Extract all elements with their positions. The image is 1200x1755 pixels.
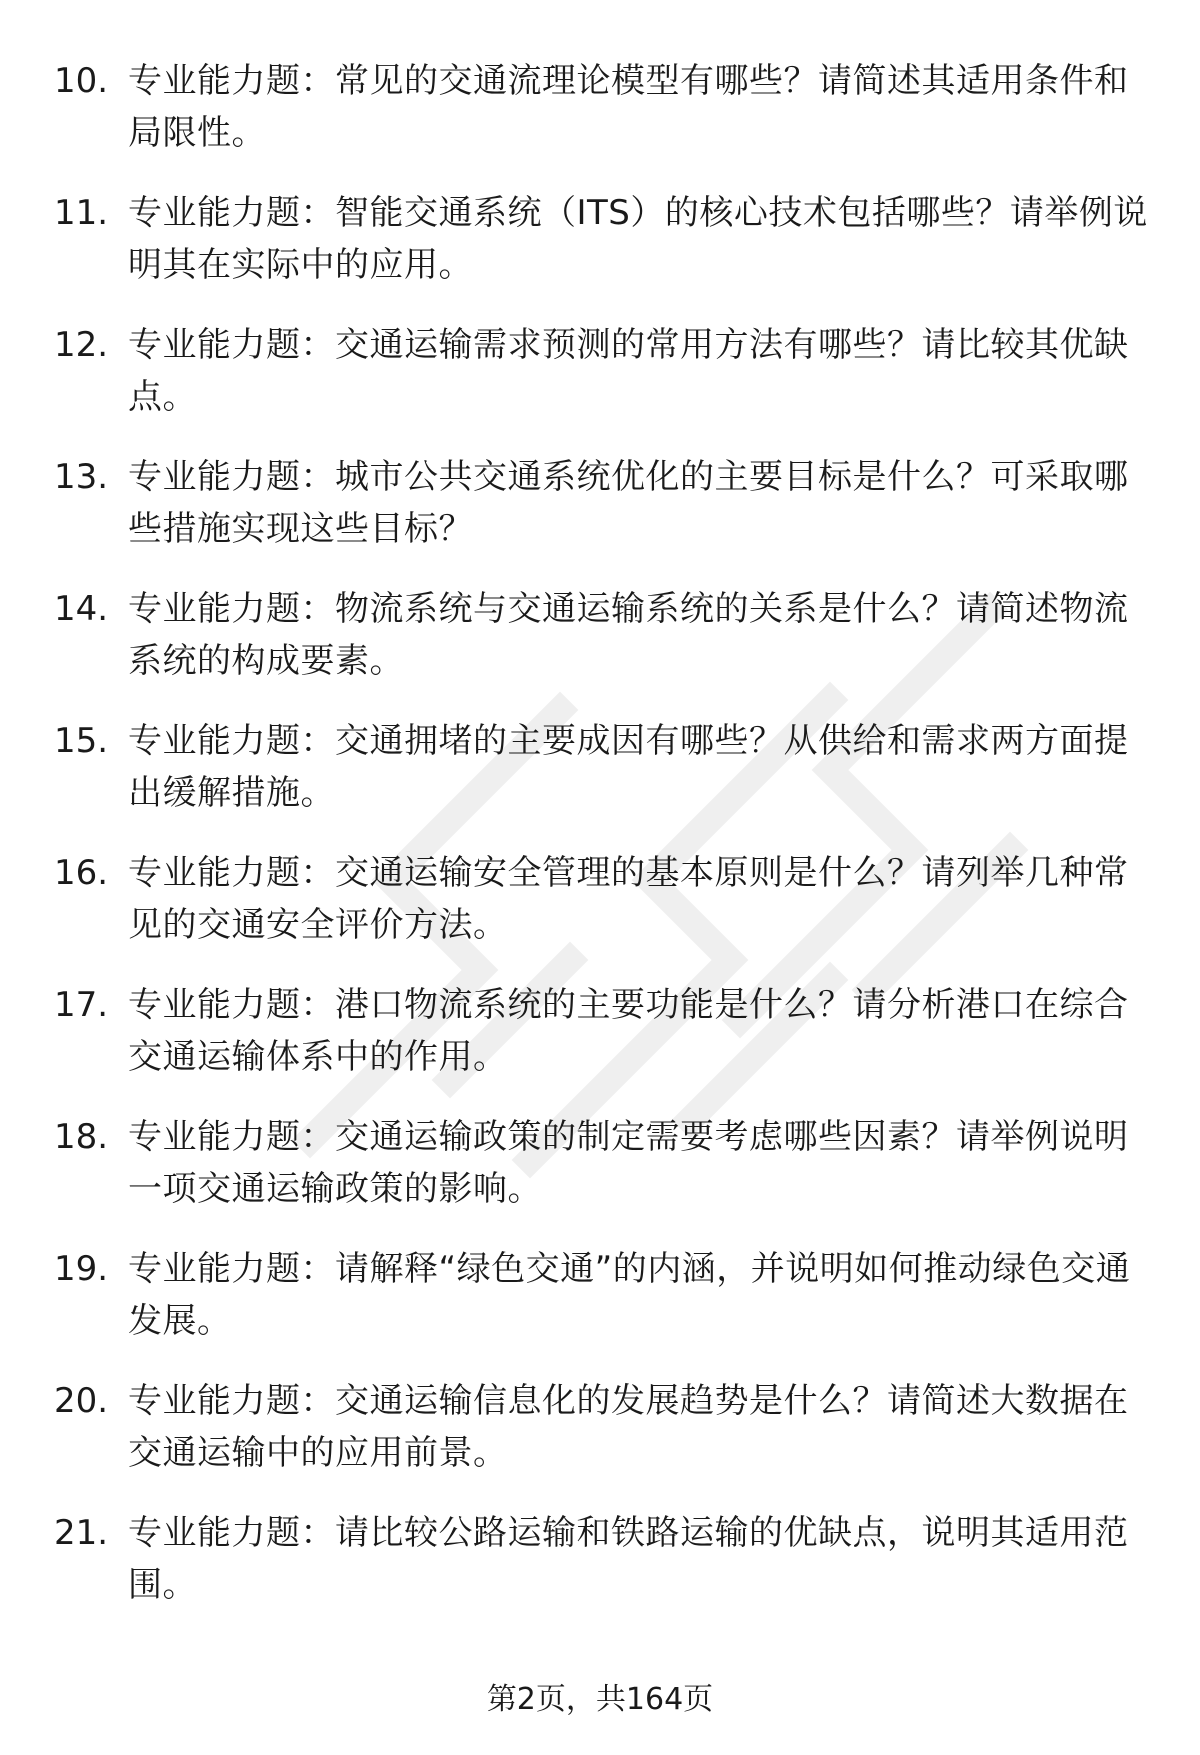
question-number: 17. [54, 985, 109, 1025]
question-item [0, 451, 1200, 583]
question-item [0, 979, 1200, 1111]
question-text: 专业能力题：交通拥堵的主要成因有哪些？从供给和需求两方面提出缓解措施。 [128, 721, 1129, 813]
question-text: 专业能力题：交通运输安全管理的基本原则是什么？请列举几种常见的交通安全评价方法。 [128, 853, 1129, 945]
question-text: 专业能力题：请比较公路运输和铁路运输的优缺点，说明其适用范围。 [128, 1513, 1129, 1605]
question-item [0, 55, 1200, 187]
question-item [0, 1507, 1200, 1639]
question-item [0, 319, 1200, 451]
question-number: 12. [54, 325, 109, 365]
question-list [0, 55, 1200, 1639]
question-number: 18. [54, 1117, 109, 1157]
question-number: 16. [54, 853, 109, 893]
question-text: 专业能力题：物流系统与交通运输系统的关系是什么？请简述物流系统的构成要素。 [128, 589, 1129, 681]
question-number: 19. [54, 1249, 109, 1289]
question-item [0, 187, 1200, 319]
question-number: 10. [54, 61, 109, 101]
page-footer: 第2页，共164页 [486, 1682, 714, 1717]
question-text: 专业能力题：交通运输需求预测的常用方法有哪些？请比较其优缺点。 [128, 325, 1129, 417]
question-item [0, 583, 1200, 715]
question-number: 11. [54, 193, 109, 233]
question-item [0, 715, 1200, 847]
question-number: 21. [54, 1513, 109, 1553]
question-number: 20. [54, 1381, 109, 1421]
question-text: 专业能力题：常见的交通流理论模型有哪些？请简述其适用条件和局限性。 [128, 61, 1129, 153]
question-text: 专业能力题：交通运输信息化的发展趋势是什么？请简述大数据在交通运输中的应用前景。 [128, 1381, 1129, 1473]
question-text: 专业能力题：城市公共交通系统优化的主要目标是什么？可采取哪些措施实现这些目标？ [128, 457, 1129, 549]
question-number: 15. [54, 721, 109, 761]
question-item [0, 1243, 1200, 1375]
question-item [0, 847, 1200, 979]
question-number: 14. [54, 589, 109, 629]
question-item [0, 1375, 1200, 1507]
question-text: 专业能力题：港口物流系统的主要功能是什么？请分析港口在综合交通运输体系中的作用。 [128, 985, 1129, 1077]
question-text: 专业能力题：交通运输政策的制定需要考虑哪些因素？请举例说明一项交通运输政策的影响。 [128, 1117, 1129, 1209]
question-number: 13. [54, 457, 109, 497]
question-text: 专业能力题：智能交通系统（ITS）的核心技术包括哪些？请举例说明其在实际中的应用。 [128, 193, 1148, 285]
question-text: 专业能力题：请解释“绿色交通”的内涵，并说明如何推动绿色交通发展。 [128, 1249, 1131, 1341]
question-item [0, 1111, 1200, 1243]
